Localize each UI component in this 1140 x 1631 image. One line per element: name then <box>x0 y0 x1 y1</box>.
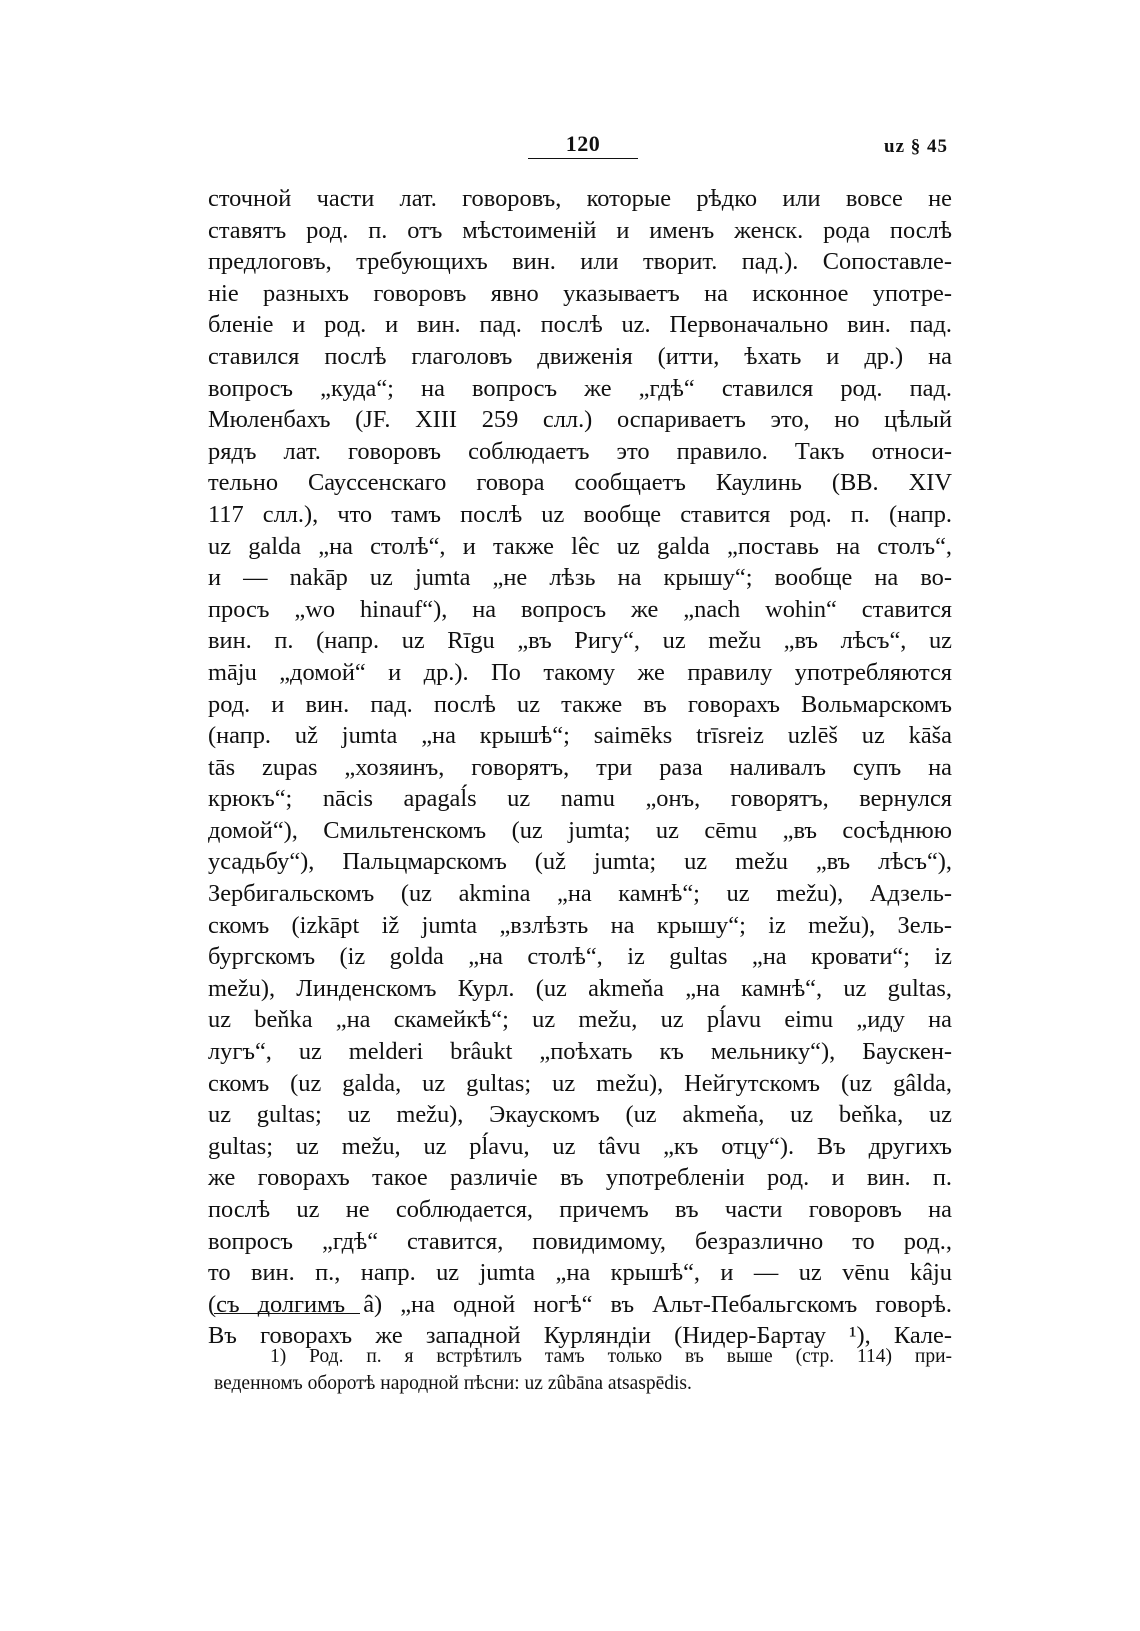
page-number: 120 <box>565 131 601 156</box>
body-text <box>208 183 952 1352</box>
body-line: усадьбу“), Пальцмарскомъ (už jumta; uz mežu „въ лѣсъ“), <box>208 848 952 876</box>
body-line: же говорахъ такое различіе въ употребленіи род. и вин. п. <box>208 1164 952 1192</box>
body-line: ніе разныхъ говоровъ явно указываетъ на исконное употре- <box>208 279 952 307</box>
body-line: gultas; uz mežu, uz pĺavu, uz tâvu „къ отцу“). Въ другихъ <box>208 1132 952 1160</box>
body-line: послѣ uz не соблюдается, причемъ въ части говоровъ на <box>208 1196 952 1223</box>
body-line: скомъ (uz galda, uz gultas; uz mežu), Нейгутскомъ (uz gâlda, <box>208 1069 952 1097</box>
body-line: лугъ“, uz melderi brâukt „поѣхать къ мельнику“), Баускен- <box>208 1038 952 1066</box>
body-line: то вин. п., напр. uz jumta „на крышѣ“, и — uz vēnu kâju <box>208 1259 952 1287</box>
header-rule <box>528 158 638 159</box>
body-line: uz galda „на столѣ“, и также lêc uz galda „поставь на столъ“, <box>208 532 952 560</box>
body-line: тельно Саусcенскаго говора сообщаетъ Каулинь (BB. XIV <box>208 469 952 497</box>
body-line: Мюленбахъ (JF. XIII 259 слл.) оспариваетъ это, но цѣлый <box>208 406 952 434</box>
body-line: вин. п. (напр. uz Rīgu „въ Ригу“, uz mežu „въ лѣсъ“, uz <box>208 627 952 655</box>
body-line: (съ долгимъ â) „на одной ногѣ“ въ Альт-Пебальгскомъ говорѣ. <box>208 1290 952 1318</box>
footnote-line: веденномъ оборотѣ народной пѣсни: uz zûbāna atsaspēdis. <box>214 1372 692 1394</box>
body-line: (напр. už jumta „на крышѣ“; saimēks trīsreiz uzlēš uz kāša <box>208 722 952 750</box>
body-line: и — nakāp uz jumta „не лѣзь на крышу“; вообще на во- <box>208 564 952 592</box>
body-line: бургскомъ (iz golda „на столѣ“, iz gultas „на кровати“; iz <box>208 943 952 971</box>
body-line: бленіе и род. и вин. пад. послѣ uz. Первоначально вин. пад. <box>208 311 952 339</box>
body-line: крюкъ“; nācis apagaĺs uz namu „онъ, говорятъ, вернулся <box>208 785 952 813</box>
body-line: Въ говорахъ же западной Курляндіи (Нидер-Бартау ¹), Кале- <box>208 1322 952 1350</box>
body-line: рядъ лат. говоровъ соблюдаетъ это правило. Такъ относи- <box>208 437 952 465</box>
footnote-line: 1) Род. п. я встрѣтилъ тамъ только въ выше (стр. 114) при- <box>270 1346 952 1367</box>
footnote-rule <box>214 1313 360 1314</box>
body-line: mežu), Линденскомъ Курл. (uz akmeňa „на камнѣ“, uz gultas, <box>208 974 952 1002</box>
body-line: просъ „wo hinauf“), на вопросъ же „nach wohin“ ставится <box>208 595 952 623</box>
body-line: домой“), Смильтенскомъ (uz jumta; uz cēmu „въ сосѣднюю <box>208 816 952 844</box>
body-line: сточной части лат. говоровъ, которые рѣдко или вовсе не <box>208 185 952 212</box>
body-line: вопросъ „куда“; на вопросъ же „гдѣ“ ставился род. пад. <box>208 374 952 402</box>
running-head: uz § 45 <box>884 136 948 157</box>
body-line: ставился послѣ глаголовъ движенія (итти, ѣхать и др.) на <box>208 342 952 370</box>
body-line: ставятъ род. п. отъ мѣстоименій и именъ женск. рода послѣ <box>208 216 952 244</box>
body-line: uz gultas; uz mežu), Экаускомъ (uz akmeňa, uz beňka, uz <box>208 1101 952 1129</box>
body-line: вопросъ „гдѣ“ ставится, повидимому, безразлично то род., <box>208 1227 952 1255</box>
body-line: род. и вин. пад. послѣ uz также въ говорахъ Вольмарскомъ <box>208 690 952 718</box>
body-line: uz beňka „на скамейкѣ“; uz mežu, uz pĺavu eimu „иду на <box>208 1006 952 1034</box>
body-line: tās zupas „хозяинъ, говорятъ, три раза наливалъ супъ на <box>208 753 952 781</box>
body-line: предлоговъ, требующихъ вин. или творит. пад.). Сопоставле- <box>208 248 952 276</box>
body-line: māju „домой“ и др.). По такому же правилу употребляются <box>208 658 952 686</box>
body-line: 117 слл.), что тамъ послѣ uz вообще ставится род. п. (напр. <box>208 500 952 528</box>
footnote <box>214 1344 952 1397</box>
body-line: Зербигальскомъ (uz akmina „на камнѣ“; uz mežu), Адзель- <box>208 880 952 908</box>
body-line: скомъ (izkāpt iž jumta „взлѣзть на крышу“; iz mežu), Зель- <box>208 911 952 939</box>
